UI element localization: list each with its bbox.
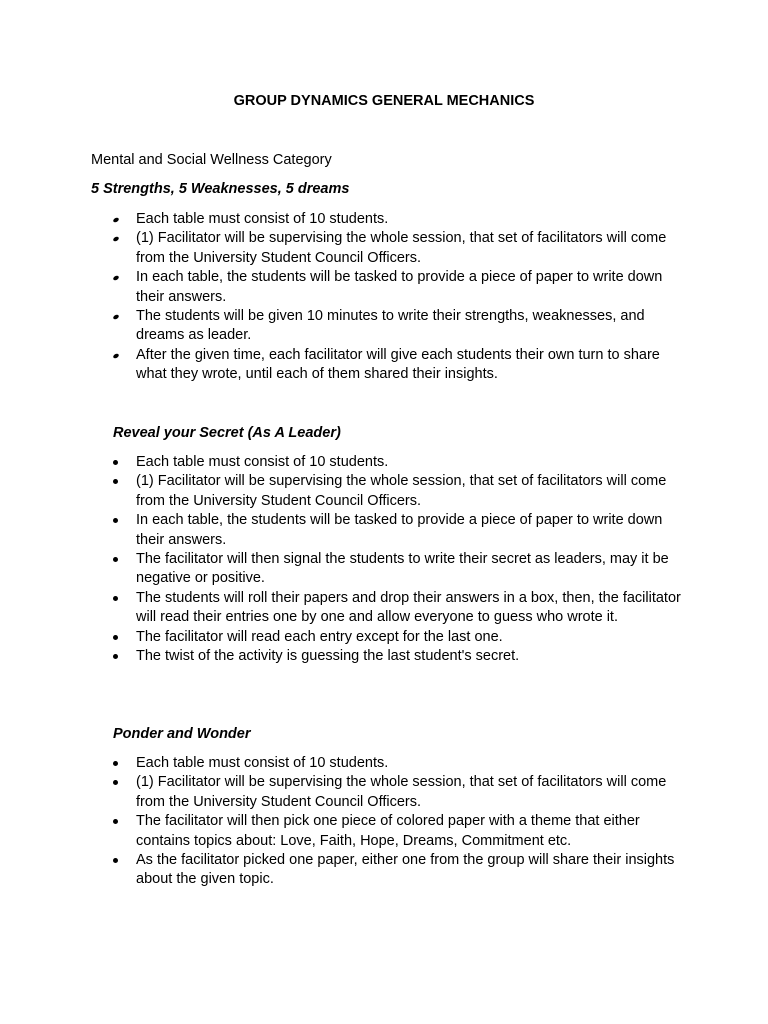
section-heading-reveal-secret: Reveal your Secret (As A Leader) xyxy=(113,425,341,441)
list-item: The facilitator will then pick one piece of colored paper with a theme that either contains topics about: Love, Faith, Hope, Dreams, Commitment etc. xyxy=(136,813,640,849)
section-heading-strengths: 5 Strengths, 5 Weaknesses, 5 dreams xyxy=(91,181,350,197)
list-item: As the facilitator picked one paper, either one from the group will share their insights about the given topic. xyxy=(136,852,675,888)
list-item: The twist of the activity is guessing the last student's secret. xyxy=(136,648,520,665)
section-list-strengths xyxy=(112,210,682,385)
list-item: Each table must consist of 10 students. xyxy=(136,211,389,227)
list-item: (1) Facilitator will be supervising the whole session, that set of facilitators will come from the University Student Council Officers. xyxy=(136,774,667,810)
list-item: (1) Facilitator will be supervising the whole session, that set of facilitators will come from the University Student Council Officers. xyxy=(136,473,667,509)
list-item: (1) Facilitator will be supervising the whole session, that set of facilitators will come from the University Student Council Officers. xyxy=(136,230,667,266)
document-title: GROUP DYNAMICS GENERAL MECHANICS xyxy=(233,93,535,109)
section-list-ponder-wonder xyxy=(112,754,682,890)
list-item: The students will roll their papers and drop their answers in a box, then, the facilitator will read their entries one by one and allow everyone to guess who wrote it. xyxy=(136,589,681,626)
section-heading-ponder-wonder: Ponder and Wonder xyxy=(113,726,251,742)
list-item: The students will be given 10 minutes to write their strengths, weaknesses, and dreams as leader. xyxy=(136,308,645,344)
list-item: The facilitator will read each entry except for the last one. xyxy=(136,628,503,645)
list-item: The facilitator will then signal the students to write their secret as leaders, may it be negative or positive. xyxy=(136,551,669,587)
list-item: Each table must consist of 10 students. xyxy=(136,454,389,470)
category-label: Mental and Social Wellness Category xyxy=(91,152,332,168)
list-item: After the given time, each facilitator will give each students their own turn to share what they wrote, until each of them shared their insights. xyxy=(136,346,660,383)
list-item: Each table must consist of 10 students. xyxy=(136,755,389,771)
section-list-reveal-secret xyxy=(112,453,682,666)
list-item: In each table, the students will be tasked to provide a piece of paper to write down their answers. xyxy=(136,512,663,548)
list-item: In each table, the students will be tasked to provide a piece of paper to write down their answers. xyxy=(136,269,663,305)
